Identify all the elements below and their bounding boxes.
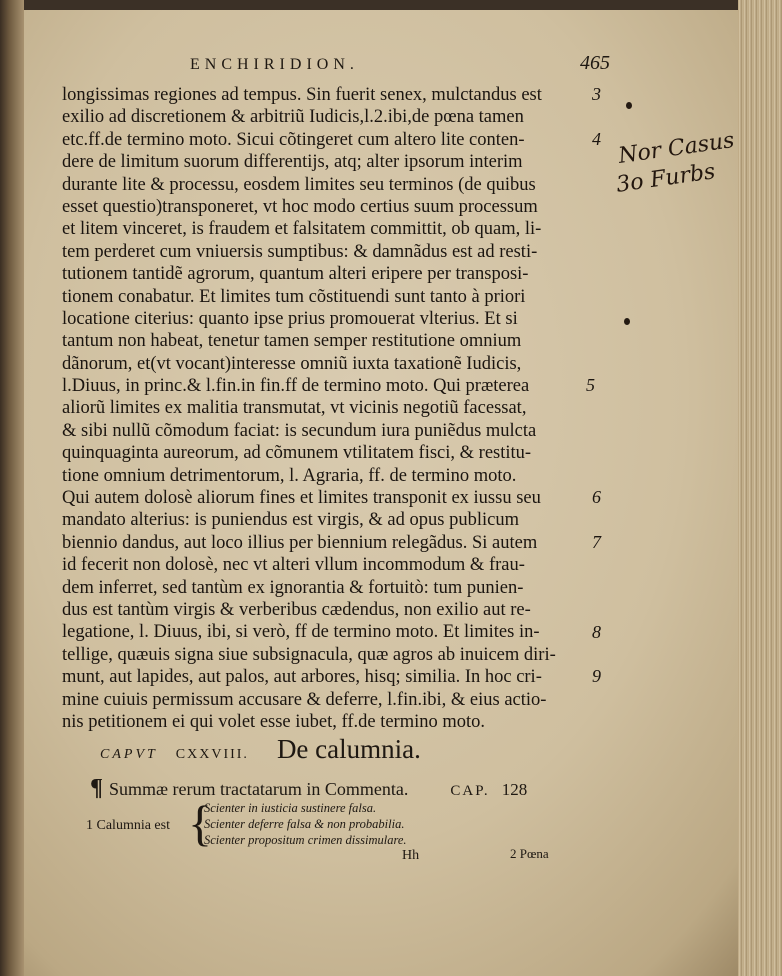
margin-number: 8 <box>592 622 601 642</box>
margin-number: 9 <box>592 666 601 686</box>
text-line: mandato alterius: is puniendus est virgis, & ad opus publicum <box>62 510 519 531</box>
text-line: & sibi nullũ cõmodum faciat: is secundum iura puniẽdus mulcta <box>62 420 537 441</box>
text-line: Qui autem dolosè aliorum fines et limites transponit ex iussu seu <box>62 488 541 509</box>
text-line: longissimas regiones ad tempus. Sin fuerit senex, mulctandus est <box>62 85 542 105</box>
summary-cap-number: 128 <box>501 780 528 799</box>
catchword: 2 Pœna <box>510 846 549 861</box>
text-line: tutionem tantidẽ agrorum, quantum alteri eripere per transposi- <box>62 264 529 285</box>
definition-term: 1 Calumnia est <box>86 818 170 833</box>
text-line: tionem conabatur. Et limites tum cõstituendi sunt tanto à priori <box>62 286 526 307</box>
chapter-label: CAPVT <box>100 747 158 762</box>
text-line: dem inferret, sed tantùm ex ignorantia & fortuitò: tum punien- <box>62 577 524 598</box>
margin-number: 6 <box>592 487 601 507</box>
text-line: tellige, quæuis signa siue subsignacula, quæ agros ab inuicem diri- <box>62 644 556 665</box>
definition-item: Scienter propositum crimen dissimulare. <box>204 833 407 847</box>
text-line: locatione citerius: quanto ipse prius promouerat vlterius. Et si <box>62 308 518 329</box>
text-line: legatione, l. Diuus, ibi, si verò, ff de termino moto. Et limites in- <box>62 622 540 643</box>
page-content <box>40 38 740 958</box>
text-line: l.Diuus, in princ.& l.fin.in fin.ff de termino moto. Qui præterea <box>62 376 530 397</box>
text-line: aliorũ limites ex malitia transmutat, vt vicinis negotiũ facessat, <box>62 398 527 419</box>
body-text <box>62 84 602 733</box>
chapter-heading <box>100 734 660 765</box>
text-line: tem perderet cum vniuersis sumptibus: & damnãdus est ad resti- <box>62 241 538 262</box>
text-line: esset questio)transponeret, vt hoc modo certius suum processum <box>62 196 538 217</box>
page-header <box>190 52 610 75</box>
margin-number: 5 <box>586 375 595 395</box>
chapter-title: De calumnia. <box>276 734 421 764</box>
handwritten-note: 3o Furbs <box>614 159 717 198</box>
text-line: quinquaginta aureorum, ad cõmunem vtilitatem fisci, & restitu- <box>62 443 532 464</box>
text-line: dere de limitum suorum differentijs, atq; alter ipsorum interim <box>62 152 523 173</box>
chapter-numeral: CXXVIII. <box>175 747 249 762</box>
definition-items <box>204 800 407 848</box>
margin-number: 4 <box>592 129 601 149</box>
handwritten-note: Nor Casus <box>616 128 736 169</box>
running-title: ENCHIRIDION. <box>190 56 359 73</box>
text-line: etc.ff.de termino moto. Sicui cõtingeret cum altero lite conten- <box>62 129 525 150</box>
text-line: tantum non habeat, tenetur tamen semper restitutione omnium <box>62 331 522 352</box>
text-line: munt, aut lapides, aut palos, aut arbores, hisq; similia. In hoc cri- <box>62 667 542 688</box>
summary-line <box>90 775 630 802</box>
text-line: dãnorum, et(vt vocant)interesse omniũ iuxta taxationẽ Iudicis, <box>62 353 522 374</box>
text-line: dus est tantùm virgis & verberibus cædendus, non exilio aut re- <box>62 599 531 620</box>
text-line: nis petitionem ei qui volet esse iubet, ff.de termino moto. <box>62 711 486 732</box>
summary-cap-label: CAP. <box>450 783 490 799</box>
text-line: exilio ad discretionem & arbitriũ Iudicis,l.2.ibi,de pœna tamen <box>62 107 524 128</box>
signature-mark: Hh <box>402 848 420 863</box>
margin-number: 3 <box>592 84 601 104</box>
text-line: tione omnium detrimentorum, l. Agraria, ff. de termino moto. <box>62 465 517 486</box>
text-line: mine cuiuis permissum accusare & deferre, l.fin.ibi, & eius actio- <box>62 689 547 710</box>
definition-item: Scienter deferre falsa & non probabilia. <box>204 817 405 831</box>
text-line: et litem vinceret, is fraudem et falsitatem committit, ob quam, li- <box>62 219 542 240</box>
brace-glyph: { <box>188 795 212 851</box>
text-line: biennio dandus, aut loco illius per biennium relegãdus. Si autem <box>62 532 538 553</box>
book-gutter <box>0 0 24 976</box>
text-line: durante lite & processu, eosdem limites seu terminos (de quibus <box>62 174 536 195</box>
scan-top-edge <box>0 0 782 10</box>
summary-text: Summæ rerum tractatarum in Commenta. <box>108 779 409 799</box>
ink-mark <box>624 318 630 325</box>
margin-number: 7 <box>592 532 601 552</box>
definition-item: Scienter in iusticia sustinere falsa. <box>204 801 377 815</box>
page-edges <box>738 0 782 976</box>
ink-mark <box>626 102 632 109</box>
text-line: id fecerit non dolosè, nec vt alteri vllum incommodum & frau- <box>62 555 525 576</box>
page-number: 465 <box>580 52 610 74</box>
pilcrow-icon: ¶ <box>90 775 103 801</box>
